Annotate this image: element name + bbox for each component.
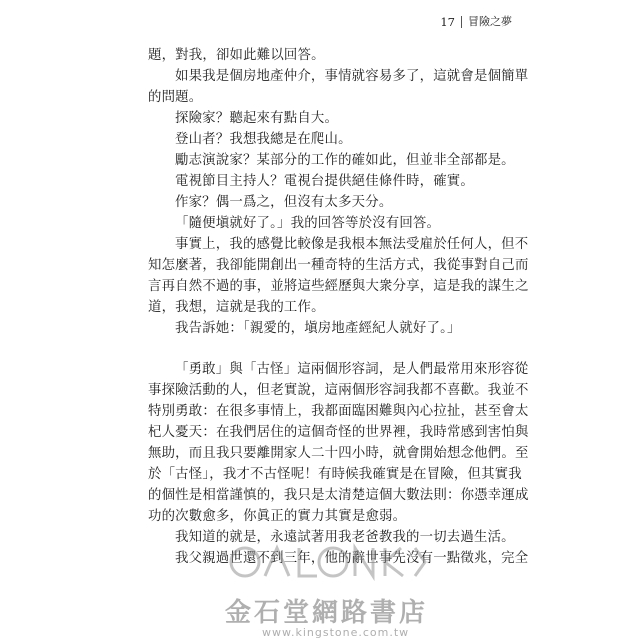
text-line: 「隨便塡就好了。」我的回答等於沒有回答。: [175, 216, 441, 231]
text-line: 我父親過世還不到三年，他的辭世事先沒有一點徵兆，完全: [175, 551, 529, 566]
running-header: [440, 14, 512, 30]
text-line: 杞人憂天：在我們居住的這個奇怪的世界裡，我時常感到害怕與: [148, 425, 529, 440]
text-line: 「勇敢」與「古怪」這兩個形容詞，是人們最常用來形容從: [175, 362, 529, 377]
chapter-title: 冒險之夢: [468, 15, 512, 28]
text-line: 勵志演說家？某部分的工作的確如此，但並非全部都是。: [175, 153, 515, 168]
watermark-store-name: 金石堂網路書店: [225, 598, 429, 628]
header-divider: [461, 16, 462, 28]
page-number: 17: [440, 15, 455, 29]
text-line: 事實上，我的感覺比較像是我根本無法受雇於任何人，但不: [175, 237, 529, 252]
watermark-url: www.kingstone.com.tw: [262, 626, 410, 639]
text-line: 的個性是相當謹慎的，我只是太清楚這個大數法則：你憑幸運成: [148, 488, 529, 503]
text-line: 電視節目主持人？電視台提供絕佳條件時，確實。: [175, 174, 474, 189]
text-line: 我知道的就是，永遠試著用我老爸教我的一切去過生活。: [175, 530, 515, 545]
text-line: 道，我想，這就是我的工作。: [148, 300, 325, 315]
text-line: 於「古怪」，我才不古怪呢！有時候我確實是在冒險，但其實我: [148, 467, 522, 482]
text-line: 功的次數愈多，你眞正的實力其實是愈弱。: [148, 509, 407, 524]
text-line: 作家？偶一爲之，但沒有太多天分。: [175, 195, 393, 210]
text-line: 事探險活動的人，但老實說，這兩個形容詞我都不喜歡。我並不: [148, 383, 529, 398]
text-line: 我告訴她：「親愛的，塡房地產經紀人就好了。」: [175, 321, 461, 336]
text-line: 知怎麼著，我卻能開創出一種奇特的生活方式，我從事對自己而: [148, 258, 529, 273]
text-line: 的問題。: [148, 90, 203, 105]
section-break: [148, 339, 490, 359]
text-line: 無助，而且我只要離開家人二十四小時，就會開始想念他們。至: [148, 446, 529, 461]
text-line: 探險家？聽起來有點自大。: [175, 111, 339, 126]
text-line: 言再自然不過的事，並將這些經歷與大衆分享，這是我的謀生之: [148, 279, 529, 294]
text-line: 登山者？我想我總是在爬山。: [175, 132, 352, 147]
body-text: [148, 45, 529, 569]
text-line: 如果我是個房地產仲介，事情就容易多了，這就會是個簡單: [175, 69, 529, 84]
text-line: 特別勇敢：在很多事情上，我都面臨困難與內心拉扯，甚至會太: [148, 404, 529, 419]
text-line: 題，對我，卻如此難以回答。: [148, 48, 325, 63]
